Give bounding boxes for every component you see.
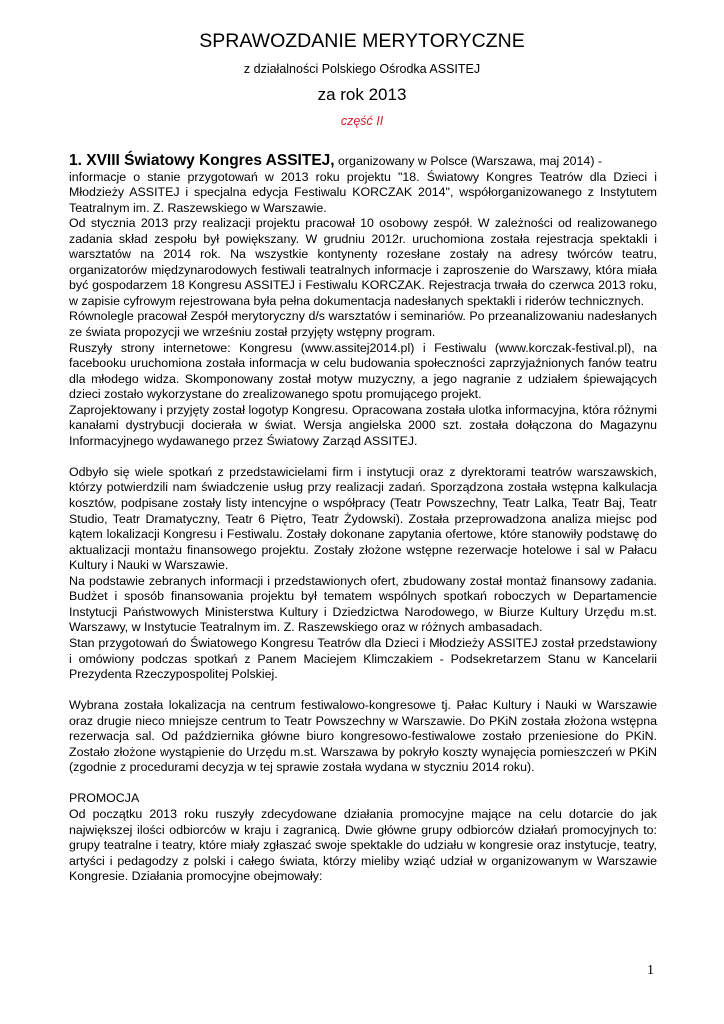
report-year: za rok 2013	[317, 85, 407, 104]
spacer	[69, 449, 657, 465]
paragraph-status: Stan przygotowań do Światowego Kongresu Teatrów dla Dzieci i Młodzieży ASSITEJ został przedstawiony i omówiony podczas spotkań z Panem Maciejem Klimczakiem - Podsekretarzem Stanu w Kancelarii Prezydenta Rzeczypospolitej Polskiej.	[69, 635, 657, 682]
spacer	[69, 776, 657, 792]
promo-heading: PROMOCJA	[69, 791, 140, 806]
report-part: część II	[340, 114, 384, 128]
section-heading	[69, 153, 657, 170]
spacer	[69, 683, 657, 699]
paragraph-promotion: Od początku 2013 roku ruszyły zdecydowane działania promocyjne mające na celu dotarcie do jak największej ilości odbiorców w kraju i zagranicą. Dwie główne grupy odbiorców działań promocyjnych to: grupy teatralne i teatry, które miały zgłaszać swoje spektakle do udziału w kongresie oraz instytucje, teatry, artyści i pedagodzy z polski i całego świata, którzy mieliby wziąć udział w organizowanym w Warszawie Kongresie. Działania promocyjne obejmowały:	[69, 806, 657, 884]
paragraph-location: Wybrana została lokalizacja na centrum festiwalowo-kongresowe tj. Pałac Kultury i Nauki w Warszawie oraz drugie nieco mniejsze centrum to Teatr Powszechny w Warszawie. Do PKiN została złożona wstępna rezerwacja sal. Od października główne biuro kongresowo-festiwalowe zostało przeniesione do PKiN. Zostało złożone wystąpienie do Urzędu m.st. Warszawa by pokryło koszty wynajęcia pomieszczeń w PKiN (zgodnie z procedurami decyzja w tej sprawie została wydana w styczniu 2014 roku).	[69, 698, 657, 775]
paragraph-websites: Ruszyły strony internetowe: Kongresu (www.assitej2014.pl) i Festiwalu (www.korczak-festival.pl), na facebooku uruchomiona została informacja w celu budowania społeczności zaprzyjaźnionych fanów teatru dla młodego widza. Skomponowany został motyw muzyczny, a jego nagranie z udziałem śpiewających dzieci zostało wykorzystane do zrealizowanego spotu promującego projekt.	[69, 340, 657, 402]
page-title: SPRAWOZDANIE MERYTORYCZNE	[199, 30, 525, 52]
paragraph-budget: Na podstawie zebranych informacji i przedstawionych ofert, zbudowany został montaż finansowy zadania. Budżet i sposób finansowania projektu był tematem wspólnych spotkań roboczych w Departamencie Instytucji Państwowych Ministerstwa Kultury i Dziedzictwa Narodowego, w Biurze Kultury Urzędu m.st. Warszawy, w Instytucie Teatralnym im. Z. Raszewskiego oraz w różnych ambasadach.	[69, 573, 657, 635]
paragraph-logo: Zaprojektowany i przyjęty został logotyp Kongresu. Opracowana została ulotka informacyjna, która różnymi kanałami dystrybucji docierała w świat. Wersja angielska 2000 szt. została dołączona do Magazynu Informacyjnego wydawanego przez Światowy Zarząd ASSITEJ.	[69, 402, 657, 448]
section-heading-bold: 1. XVIII Światowy Kongres ASSITEJ,	[69, 152, 335, 169]
paragraph-program: Równolegle pracował Zespół merytoryczny d/s warsztatów i seminariów. Po przeanalizowaniu nadesłanych ze świata propozycji we wrześniu został przyjęty wstępny program.	[69, 309, 657, 340]
page-subtitle: z działalności Polskiego Ośrodka ASSITEJ	[243, 62, 481, 76]
paragraph-meetings: Odbyło się wiele spotkań z przedstawicielami firm i instytucji oraz z dyrektorami teatrów warszawskich, którzy potwierdzili nam świadczenie usług przy realizacji zadań. Sporządzona została wstępna kalkulacja kosztów, podpisane zostały listy intencyjne o współpracy (Teatr Powszechny, Teatr Lalka, Teatr Baj, Teatr Studio, Teatr Dramatyczny, Teatr 6 Piętro, Teatr Żydowski). Została przeprowadzona analiza miejsc pod kątem lokalizacji Kongresu i Festiwalu. Zostały dokonane zapytania ofertowe, które stanowiły podstawę do aktualizacji montażu finansowego projektu. Zostały złożone wstępne rezerwacje hotelowe i sal w Pałacu Kultury i Nauki w Warszawie.	[69, 464, 657, 573]
document-body	[69, 153, 657, 885]
section-intro: informacje o stanie przygotowań w 2013 roku projektu "18. Światowy Kongres Teatrów dla Dzieci i Młodzieży ASSITEJ i specjalna edycja Festiwalu KORCZAK 2014", współorganizowanego z Instytutem Teatralnym im. Z. Raszewskiego w Warszawie.	[69, 169, 657, 215]
paragraph-team: Od stycznia 2013 przy realizacji projektu pracował 10 osobowy zespół. W zależności od realizowanego zadania skład zespołu był powiększany. W grudniu 2012r. uruchomiona została rejestracja spektakli i warsztatów na 2014 rok. Na wszystkie kontynenty rozesłane zostały na adresy twórców teatru, organizatorów międzynarodowych festiwali teatralnych informacje i zaproszenie do Warszawy, która miała być gospodarzem 18 Kongresu ASSITEJ i Festiwalu KORCZAK. Rejestracja trwała do czerwca 2013 roku, w zapisie cyfrowym rejestrowana była pełna dokumentacja nadesłanych spektakli i riderów technicznych.	[69, 216, 657, 308]
section-heading-rest: organizowany w Polsce (Warszawa, maj 2014) -	[334, 154, 603, 168]
page-number: 1	[647, 963, 654, 978]
